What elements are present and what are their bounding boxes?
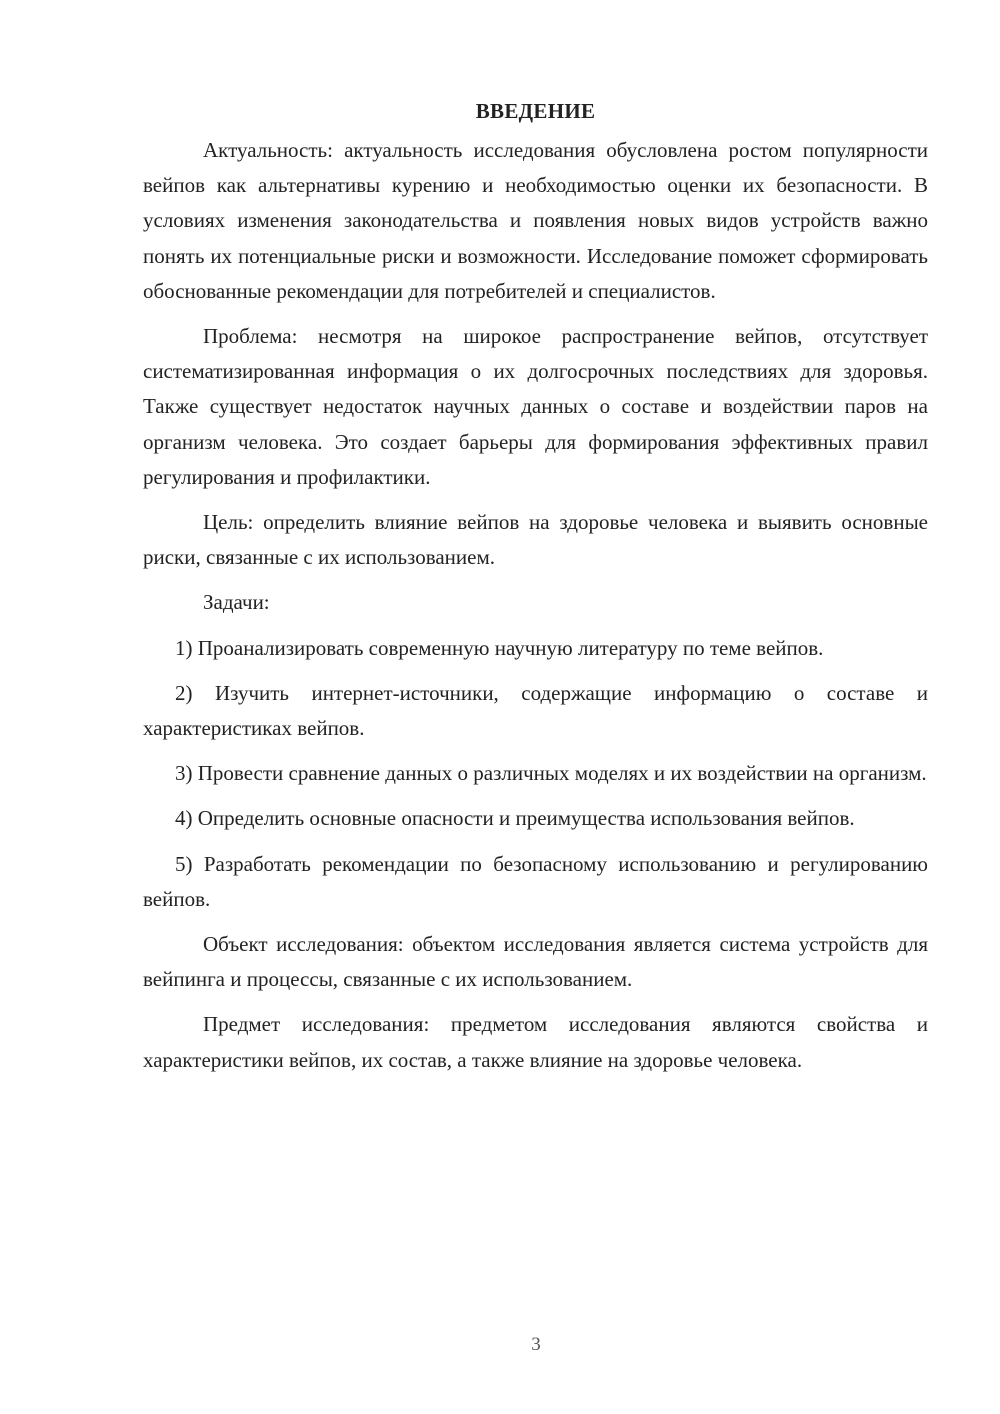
task-item-5: 5) Разработать рекомендации по безопасному использованию и регулированию вейпов. [143,851,928,911]
document-page [143,94,928,1088]
task-item-1: 1) Проанализировать современную научную литературу по теме вейпов. [175,635,824,660]
tasks-heading: Задачи: [203,590,270,615]
task-item-2: 2) Изучить интернет-источники, содержащие информацию о составе и характеристиках вейпов. [143,680,928,741]
subject-paragraph: Предмет исследования: предметом исследования являются свойства и характеристики вейпов, их состав, а также влияние на здоровье человека. [143,1012,928,1072]
problem-paragraph: Проблема: несмотря на широкое распространение вейпов, отсутствует систематизированная информация о их долгосрочных последствиях для здоровья. Также существует недостаток научных данных о составе и воздействии паров на организм человека. Это создает барьеры для формирования эффективных правил регулирования и профилактики. [143,324,928,489]
relevance-paragraph: Актуальность: актуальность исследования обусловлена ростом популярности вейпов как альтернативы курению и необходимостью оценки их безопасности. В условиях изменения законодательства и появления новых видов устройств важно понять их потенциальные риски и возможности. Исследование поможет сформировать обоснованные рекомендации для потребителей и специалистов. [143,138,928,303]
page-number: 3 [531,1334,541,1355]
object-paragraph: Объект исследования: объектом исследования является система устройств для вейпинга и процессы, связанные с их использованием. [143,932,928,992]
section-title: ВВЕДЕНИЕ [475,99,596,123]
task-item-4: 4) Определить основные опасности и преимущества использования вейпов. [175,806,855,831]
goal-paragraph: Цель: определить влияние вейпов на здоровье человека и выявить основные риски, связанные с их использованием. [143,510,928,570]
task-item-3: 3) Провести сравнение данных о различных моделях и их воздействии на организм. [175,761,927,786]
